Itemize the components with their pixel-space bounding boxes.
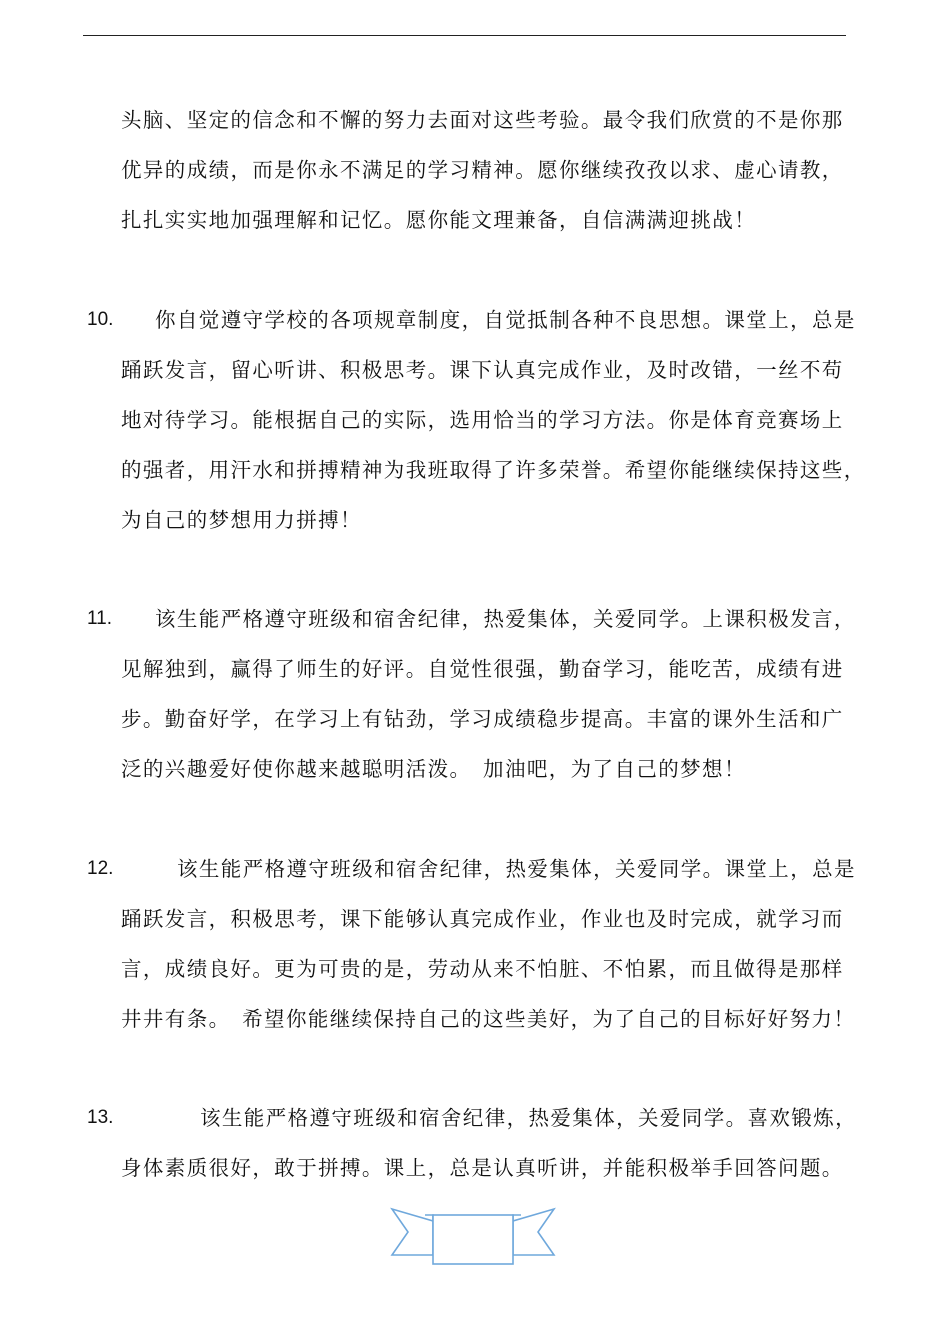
item-number: 13.	[87, 1107, 114, 1128]
item-line: 见解独到，赢得了师生的好评。自觉性很强，勤奋学习，能吃苦，成绩有进	[121, 657, 844, 681]
item-number: 11.	[87, 608, 113, 629]
intro-line: 扎扎实实地加强理解和记忆。愿你能文理兼备，自信满满迎挑战！	[121, 208, 757, 232]
item-line: 你自觉遵守学校的各项规章制度，自觉抵制各种不良思想。课堂上，总是	[155, 308, 856, 332]
item-line: 的强者，用汗水和拼搏精神为我班取得了许多荣誉。希望你能继续保持这些，	[121, 458, 866, 482]
item-line: 步。勤奋好学，在学习上有钻劲，学习成绩稳步提高。丰富的课外生活和广	[121, 707, 844, 731]
intro-line: 优异的成绩，而是你永不满足的学习精神。愿你继续孜孜以求、虚心请教，	[121, 158, 844, 182]
item-line: 泛的兴趣爱好使你越来越聪明活泼。 加油吧，为了自己的梦想！	[121, 757, 746, 781]
item-line: 该生能严格遵守班级和宿舍纪律，热爱集体，关爱同学。课堂上，总是	[177, 857, 856, 881]
item-line: 井井有条。 希望你能继续保持自己的这些美好，为了自己的目标好好努力！	[121, 1007, 856, 1031]
item-line: 该生能严格遵守班级和宿舍纪律，热爱集体，关爱同学。上课积极发言，	[155, 607, 856, 631]
item-line: 地对待学习。能根据自己的实际，选用恰当的学习方法。你是体育竞赛场上	[121, 408, 844, 432]
header-rule	[83, 35, 846, 36]
item-number: 12.	[87, 858, 114, 879]
item-line: 该生能严格遵守班级和宿舍纪律，热爱集体，关爱同学。喜欢锻炼，	[200, 1106, 857, 1130]
item-line: 踊跃发言，留心听讲、积极思考。课下认真完成作业，及时改错，一丝不苟	[121, 358, 844, 382]
intro-line: 头脑、坚定的信念和不懈的努力去面对这些考验。最令我们欣赏的不是你那	[121, 108, 844, 132]
item-number: 10.	[87, 309, 114, 330]
item-line: 身体素质很好，敢于拼搏。课上，总是认真听讲，并能积极举手回答问题。	[121, 1156, 844, 1180]
item-line: 为自己的梦想用力拼搏！	[121, 508, 362, 532]
item-line: 言，成绩良好。更为可贵的是，劳动从来不怕脏、不怕累，而且做得是那样	[121, 957, 844, 981]
ribbon-banner-icon	[389, 1203, 557, 1269]
item-line: 踊跃发言，积极思考，课下能够认真完成作业，作业也及时完成，就学习而	[121, 907, 844, 931]
